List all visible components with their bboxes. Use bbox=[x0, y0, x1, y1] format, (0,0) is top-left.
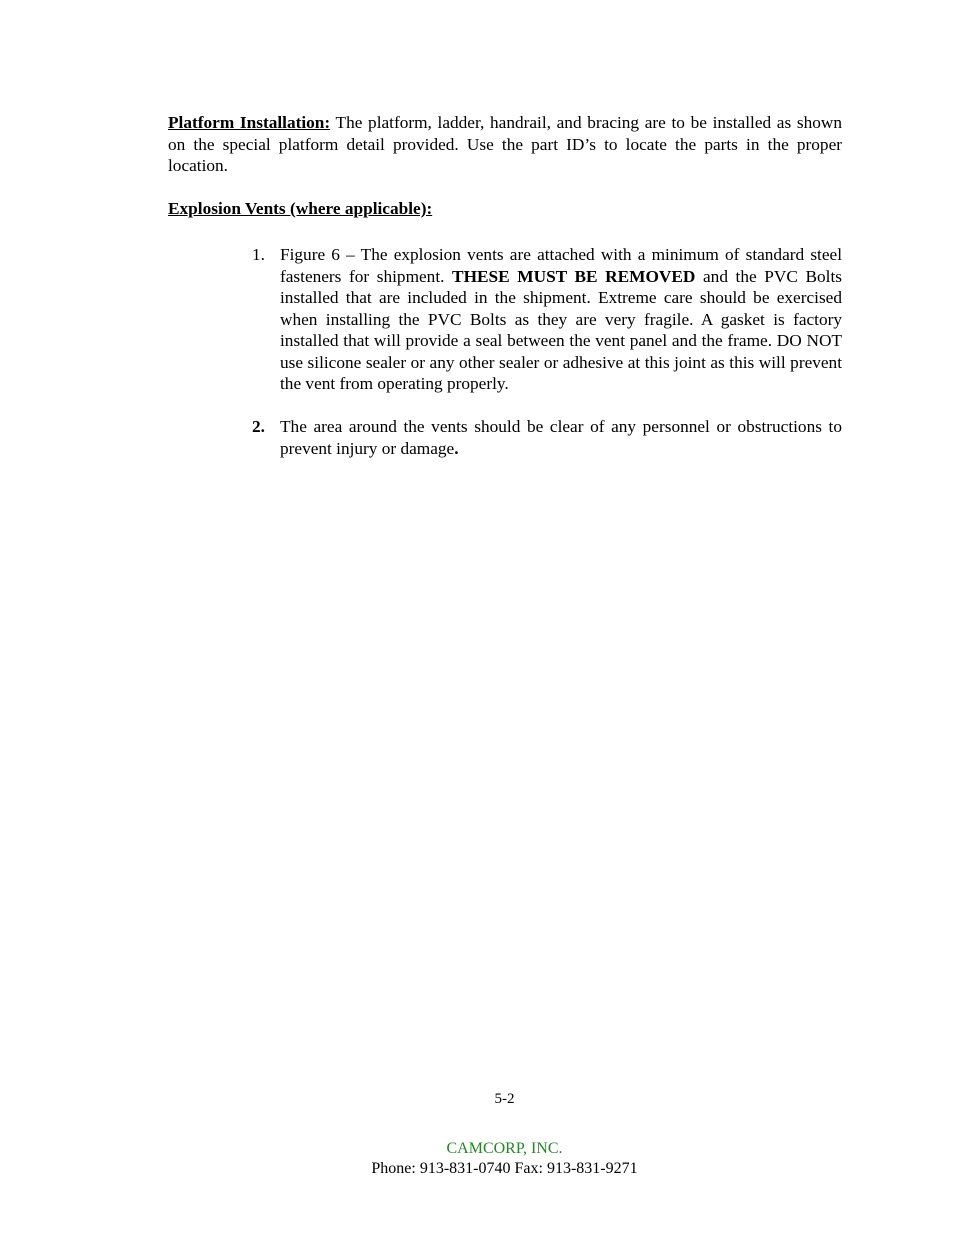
footer-company-name: CAMCORP, INC. bbox=[446, 1140, 563, 1157]
platform-installation-text: The platform, ladder, handrail, and bracing are to be installed as shown on the special platform detail provided. Use the part ID’s to locate the parts in the proper location. bbox=[168, 113, 843, 175]
item-1-number: 1. bbox=[252, 245, 265, 264]
item-2-number: 2. bbox=[252, 417, 265, 436]
item-1-text bbox=[280, 244, 842, 395]
item-1-text-before: Figure 6 – The explosion vents are attached with a minimum of standard steel fasteners for shipment. bbox=[280, 245, 842, 286]
explosion-vents-item-2 bbox=[252, 416, 842, 459]
item-2-end-mark: . bbox=[454, 438, 459, 458]
platform-installation-heading: Platform Installation: bbox=[168, 113, 331, 132]
explosion-vents-item-1 bbox=[252, 244, 842, 395]
explosion-vents-heading: Explosion Vents (where applicable): bbox=[168, 199, 433, 218]
footer-contact-info: Phone: 913-831-0740 Fax: 913-831-9271 bbox=[371, 1160, 638, 1177]
item-2-text-main: The area around the vents should be clear of any personnel or obstructions to prevent injury or damage bbox=[280, 417, 842, 458]
item-1-text-after: and the PVC Bolts installed that are included in the shipment. Extreme care should be exercised when installing the PVC Bolts as they are very fragile. A gasket is factory installed that will provide a seal between the vent panel and the frame. DO NOT use silicone sealer or any other sealer or adhesive at this joint as this will prevent the vent from operating properly. bbox=[280, 266, 842, 393]
page-number: 5-2 bbox=[494, 1091, 515, 1107]
item-2-text bbox=[280, 416, 842, 459]
platform-installation-paragraph bbox=[168, 112, 842, 177]
item-1-emphasis: THESE MUST BE REMOVED bbox=[452, 266, 696, 286]
